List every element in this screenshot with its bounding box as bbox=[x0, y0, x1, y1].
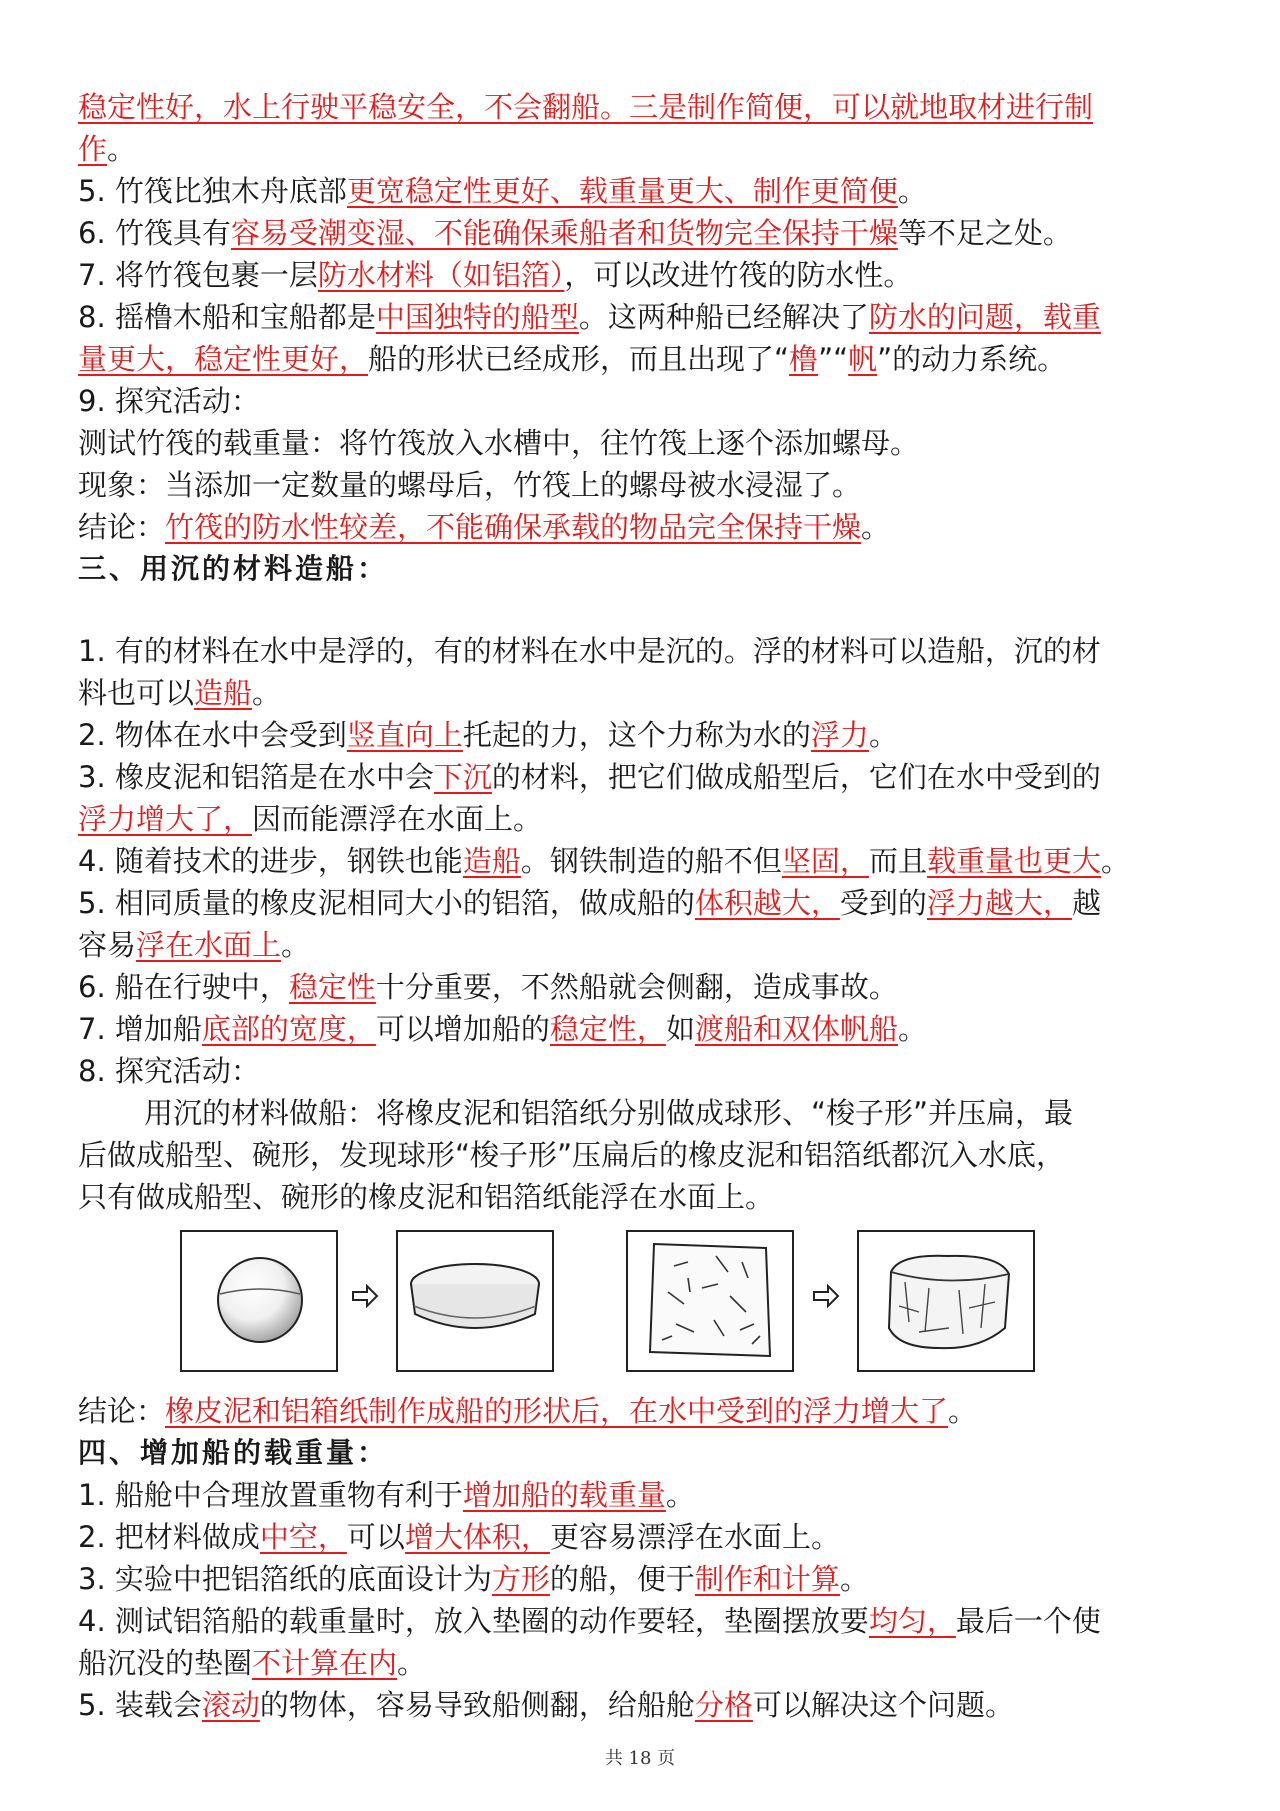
body-text: 6. 竹筏具有 bbox=[78, 216, 231, 250]
body-text: 。 bbox=[107, 132, 137, 166]
answer-text: 橹 bbox=[789, 342, 819, 376]
body-text: 料也可以 bbox=[78, 676, 195, 710]
text-line bbox=[78, 1176, 1208, 1218]
text-line bbox=[78, 672, 1208, 714]
answer-text: 载重量也更大 bbox=[926, 844, 1101, 878]
foil-bowl-icon bbox=[859, 1232, 1033, 1370]
body-text: 。这两种船已经解决了 bbox=[578, 300, 869, 334]
body-text: 更容易漂浮在水面上。 bbox=[549, 1520, 840, 1554]
text-line bbox=[78, 422, 1208, 464]
flat-foil-icon bbox=[628, 1232, 792, 1370]
answer-text: 浮力越大， bbox=[926, 886, 1072, 920]
answer-text: 制作和计算 bbox=[694, 1562, 840, 1596]
answer-text: 滚动 bbox=[201, 1688, 260, 1722]
text-line bbox=[78, 1008, 1208, 1050]
text-line bbox=[78, 1642, 1208, 1684]
body-text: 。 bbox=[281, 928, 311, 962]
answer-text: 造船 bbox=[194, 676, 253, 710]
page-footer: 共 18 页 bbox=[604, 1748, 676, 1769]
document-page bbox=[78, 86, 1208, 1726]
text-line bbox=[78, 128, 1208, 170]
body-text: 等不足之处。 bbox=[897, 216, 1072, 250]
answer-text: 渡船和双体帆船 bbox=[694, 1012, 898, 1046]
text-line bbox=[78, 714, 1208, 756]
answer-text: 增加船的载重量 bbox=[462, 1478, 666, 1512]
activity-paragraph bbox=[78, 1092, 1208, 1218]
section-3-heading: 三、用沉的材料造船： bbox=[78, 552, 389, 585]
body-text: ”“ bbox=[818, 342, 849, 376]
text-line bbox=[78, 1050, 1208, 1092]
text-line bbox=[78, 630, 1208, 672]
body-text: 1. 有的材料在水中是浮的，有的材料在水中是沉的。浮的材料可以造船，沉的材 bbox=[78, 634, 1101, 668]
body-text: 船沉没的垫圈 bbox=[78, 1646, 253, 1680]
text-line bbox=[78, 170, 1208, 212]
body-text: 受到的 bbox=[839, 886, 927, 920]
answer-text: 浮力 bbox=[810, 718, 869, 752]
text-line bbox=[78, 464, 1208, 506]
text-line bbox=[78, 1558, 1208, 1600]
text-line bbox=[78, 798, 1208, 840]
body-text: 7. 增加船 bbox=[78, 1012, 202, 1046]
text-line bbox=[78, 86, 1208, 128]
section-4-heading: 四、增加船的载重量： bbox=[78, 1436, 389, 1469]
answer-text: 均匀， bbox=[868, 1604, 956, 1638]
section-3-conclusion bbox=[78, 1390, 1208, 1432]
body-text: 5. 相同质量的橡皮泥相同大小的铝箔，做成船的 bbox=[78, 886, 695, 920]
text-line bbox=[78, 882, 1208, 924]
body-text: 。 bbox=[897, 1012, 927, 1046]
spacer bbox=[78, 590, 1208, 630]
section-2-list bbox=[78, 170, 1208, 548]
body-text: 的船，便于 bbox=[549, 1562, 695, 1596]
body-text: 的物体，容易导致船侧翻，给船舱 bbox=[259, 1688, 695, 1722]
body-text: 如 bbox=[665, 1012, 695, 1046]
body-text: 。 bbox=[897, 174, 927, 208]
body-text: 船的形状已经成形，而且出现了“ bbox=[368, 342, 790, 376]
body-text: 7. 将竹筏包裹一层 bbox=[78, 258, 318, 292]
body-text: 可以 bbox=[346, 1520, 405, 1554]
body-text: 3. 实验中把铝箔纸的底面设计为 bbox=[78, 1562, 492, 1596]
experiment-figures bbox=[78, 1230, 1208, 1380]
answer-text: 作 bbox=[78, 132, 108, 166]
arrow-right-icon bbox=[351, 1282, 379, 1310]
answer-text: 中空， bbox=[259, 1520, 347, 1554]
boat-bowl-icon bbox=[398, 1232, 552, 1370]
answer-text: 不计算在内 bbox=[252, 1646, 398, 1680]
top-paragraph bbox=[78, 86, 1208, 170]
body-text: 后做成船型、碗形，发现球形“梭子形”压扁后的橡皮泥和铝箔纸都沉入水底， bbox=[78, 1138, 1066, 1172]
body-text: 。钢铁制造的船不但 bbox=[520, 844, 782, 878]
text-line bbox=[78, 1600, 1208, 1642]
answer-text: 方形 bbox=[491, 1562, 550, 1596]
text-line bbox=[78, 1516, 1208, 1558]
body-text: 因而能漂浮在水面上。 bbox=[252, 802, 543, 836]
body-text: 越 bbox=[1071, 886, 1101, 920]
answer-text: 橡皮泥和铝箱纸制作成船的形状后，在水中受到的浮力增大了 bbox=[165, 1394, 949, 1428]
text-line bbox=[78, 338, 1208, 380]
text-line bbox=[78, 840, 1208, 882]
text-line bbox=[78, 1134, 1208, 1176]
body-text: 1. 船舱中合理放置重物有利于 bbox=[78, 1478, 463, 1512]
body-text: 2. 把材料做成 bbox=[78, 1520, 260, 1554]
body-text: 4. 随着技术的进步，钢铁也能 bbox=[78, 844, 463, 878]
body-text: 托起的力，这个力称为水的 bbox=[462, 718, 811, 752]
answer-text: 下沉 bbox=[433, 760, 492, 794]
body-text: ，可以改进竹筏的防水性。 bbox=[564, 258, 913, 292]
answer-text: 浮在水面上 bbox=[136, 928, 282, 962]
text-line bbox=[78, 756, 1208, 798]
answer-text: 分格 bbox=[694, 1688, 753, 1722]
answer-text: 防水材料（如铝箔） bbox=[317, 258, 565, 292]
answer-text: 更宽稳定性更好、载重量更大、制作更简便 bbox=[346, 174, 898, 208]
flat-foil-figure bbox=[626, 1230, 794, 1372]
body-text: 6. 船在行驶中， bbox=[78, 970, 289, 1004]
body-text: 结论： bbox=[78, 1394, 166, 1428]
body-text: 。 bbox=[397, 1646, 427, 1680]
answer-text: 帆 bbox=[848, 342, 878, 376]
answer-text: 竖直向上 bbox=[346, 718, 463, 752]
answer-text: 稳定性好，水上行驶平稳安全，不会翻船。三是制作简便，可以就地取材进行制 bbox=[78, 90, 1094, 124]
body-text: 现象：当添加一定数量的螺母后，竹筏上的螺母被水浸湿了。 bbox=[78, 468, 862, 502]
answer-text: 中国独特的船型 bbox=[375, 300, 579, 334]
text-line bbox=[78, 1474, 1208, 1516]
body-text: 8. 摇橹木船和宝船都是 bbox=[78, 300, 376, 334]
body-text: 。 bbox=[868, 718, 898, 752]
body-text: 而且 bbox=[868, 844, 927, 878]
answer-text: 稳定性 bbox=[288, 970, 376, 1004]
body-text: 2. 物体在水中会受到 bbox=[78, 718, 347, 752]
body-text: 。 bbox=[1100, 844, 1130, 878]
text-line bbox=[78, 1092, 1208, 1134]
ball-figure bbox=[180, 1230, 338, 1372]
body-text: ”的动力系统。 bbox=[877, 342, 1067, 376]
text-line bbox=[78, 380, 1208, 422]
body-text: 。 bbox=[861, 510, 891, 544]
text-line bbox=[78, 1684, 1208, 1726]
answer-text: 坚固， bbox=[781, 844, 869, 878]
answer-text: 增大体积， bbox=[404, 1520, 550, 1554]
text-line bbox=[78, 506, 1208, 548]
text-line bbox=[78, 1390, 1208, 1432]
body-text: 容易 bbox=[78, 928, 137, 962]
foil-bowl-figure bbox=[857, 1230, 1035, 1372]
body-text: 。 bbox=[665, 1478, 695, 1512]
body-text: 。 bbox=[948, 1394, 978, 1428]
body-text: 。 bbox=[839, 1562, 869, 1596]
body-text: 测试竹筏的载重量：将竹筏放入水槽中，往竹筏上逐个添加螺母。 bbox=[78, 426, 920, 460]
answer-text: 稳定性， bbox=[549, 1012, 666, 1046]
body-text: 十分重要，不然船就会侧翻，造成事故。 bbox=[375, 970, 898, 1004]
body-text: 结论： bbox=[78, 510, 166, 544]
body-text: 。 bbox=[252, 676, 282, 710]
answer-text: 量更大，稳定性更好， bbox=[78, 342, 369, 376]
text-line bbox=[78, 966, 1208, 1008]
answer-text: 造船 bbox=[462, 844, 521, 878]
text-line bbox=[78, 296, 1208, 338]
body-text: 3. 橡皮泥和铝箔是在水中会 bbox=[78, 760, 434, 794]
body-text: 5. 装载会 bbox=[78, 1688, 202, 1722]
answer-text: 体积越大， bbox=[694, 886, 840, 920]
answer-text: 浮力增大了， bbox=[78, 802, 253, 836]
body-text: 只有做成船型、碗形的橡皮泥和铝箔纸能浮在水面上。 bbox=[78, 1180, 775, 1214]
answer-text: 底部的宽度， bbox=[201, 1012, 376, 1046]
answer-text: 防水的问题，载重 bbox=[868, 300, 1101, 334]
answer-text: 容易受潮变湿、不能确保乘船者和货物完全保持干燥 bbox=[230, 216, 898, 250]
body-text: 最后一个使 bbox=[955, 1604, 1101, 1638]
body-text: 用沉的材料做船：将橡皮泥和铝箔纸分别做成球形、“梭子形”并压扁，最 bbox=[144, 1096, 1074, 1130]
text-line bbox=[78, 254, 1208, 296]
text-line bbox=[78, 212, 1208, 254]
ball-icon bbox=[182, 1232, 336, 1370]
body-text: 可以增加船的 bbox=[375, 1012, 550, 1046]
body-text: 5. 竹筏比独木舟底部 bbox=[78, 174, 347, 208]
text-line bbox=[78, 924, 1208, 966]
arrow-right-icon bbox=[812, 1282, 840, 1310]
body-text: 4. 测试铝箔船的载重量时，放入垫圈的动作要轻，垫圈摆放要 bbox=[78, 1604, 869, 1638]
body-text: 9. 探究活动： bbox=[78, 384, 260, 418]
body-text: 8. 探究活动： bbox=[78, 1054, 260, 1088]
section-3-list bbox=[78, 630, 1208, 1092]
section-4-list bbox=[78, 1474, 1208, 1726]
answer-text: 竹筏的防水性较差，不能确保承载的物品完全保持干燥 bbox=[165, 510, 862, 544]
body-text: 的材料，把它们做成船型后，它们在水中受到的 bbox=[491, 760, 1101, 794]
bowl-figure bbox=[396, 1230, 554, 1372]
body-text: 可以解决这个问题。 bbox=[752, 1688, 1014, 1722]
